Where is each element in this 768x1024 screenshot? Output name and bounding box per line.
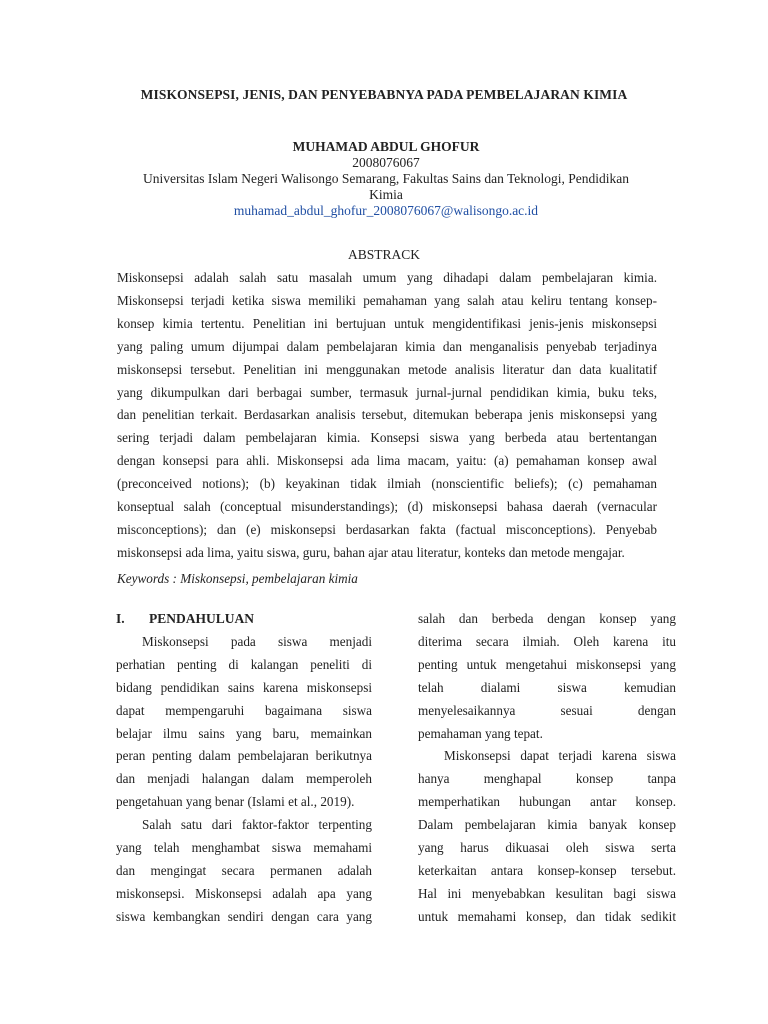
body-line: Hal ini menyebabkan kesulitan bagi siswa (418, 885, 676, 901)
body-line: telah dialami siswa kemudian (418, 679, 676, 695)
abstract-title: ABSTRACK (347, 247, 420, 262)
abstract-line: miskonsepsi tersebut. Penelitian ini menggunakan metode analisis literatur dan data kualitatif (117, 361, 657, 377)
abstract-line: konseptual salah (conceptual misunderstandings); (d) miskonsepsi bahasa daerah (vernacular (117, 499, 657, 515)
author-email[interactable]: muhamad_abdul_ghofur_2008076067@walisongo.ac.id (233, 203, 539, 218)
abstract-line: Miskonsepsi terjadi ketika siswa memiliki pemahaman yang salah atau keliru tentang konsep- (117, 292, 657, 308)
body-line: Salah satu dari faktor-faktor terpenting (142, 817, 372, 833)
paper-title: MISKONSEPSI, JENIS, DAN PENYEBABNYA PADA PEMBELAJARAN KIMIA (140, 87, 628, 102)
abstract-line: dengan konsepsi para ahli. Miskonsepsi ada lima macam, yaitu: (a) pemahaman konsep awal (117, 453, 657, 469)
body-line: dan menjadi halangan dalam memperoleh (116, 771, 372, 787)
body-line: salah dan berbeda dengan konsep yang (418, 611, 676, 626)
body-line: pemahaman yang tepat. (418, 725, 543, 741)
section-heading (116, 608, 372, 631)
abstract-line: miskonsepsi ada lima, yaitu siswa, guru, bahan ajar atau literatur, konteks dan metode mengajar. (117, 544, 625, 560)
abstract-line: Miskonsepsi adalah salah satu masalah umum yang dihadapi dalam pembelajaran kimia. (117, 270, 657, 285)
body-line: miskonsepsi. Miskonsepsi adalah apa yang (116, 885, 372, 901)
body-line: hanya menghapal konsep tanpa (418, 771, 676, 787)
abstract-line: (preconceived notions); (b) keyakinan tidak ilmiah (nonscientific beliefs); (c) pemahaman (117, 476, 657, 492)
body-line: Miskonsepsi dapat terjadi karena siswa (444, 748, 676, 764)
body-line: siswa kembangkan sendiri dengan cara yang (116, 908, 372, 924)
body-line: bidang pendidikan sains karena miskonsepsi (116, 679, 372, 695)
author-affiliation-line2: Kimia (369, 187, 403, 202)
body-line: penting untuk mengetahui miskonsepsi yang (418, 656, 676, 672)
body-line: Dalam pembelajaran kimia banyak konsep (418, 817, 676, 833)
section-number: I. (116, 611, 125, 626)
keywords: Keywords : Miskonsepsi, pembelajaran kimia (117, 571, 358, 586)
body-line: keterkaitan antara konsep-konsep tersebut. (418, 862, 676, 878)
abstract-line: konsep kimia tertentu. Penelitian ini bertujuan untuk mengidentifikasi jenis-jenis miskonsepsi (117, 315, 657, 331)
right-column (418, 608, 676, 929)
abstract-line: dan penelitian terkait. Berdasarkan analisis tersebut, ditemukan beberapa jenis miskonsepsi yang (117, 407, 657, 423)
body-line: belajar ilmu sains yang baru, memainkan (116, 725, 372, 741)
left-column (116, 608, 372, 929)
author-name: MUHAMAD ABDUL GHOFUR (292, 139, 480, 154)
abstract-line: sering terjadi dalam pembelajaran kimia. Konsepsi siswa yang berbeda atau bertentangan (117, 430, 657, 446)
body-line: menyelesaikannya sesuai dengan (418, 702, 676, 718)
body-line: Miskonsepsi pada siswa menjadi (142, 633, 372, 649)
body-line: yang telah menghambat siswa memahami (116, 840, 372, 856)
abstract-body (117, 267, 657, 565)
body-line: untuk memahami konsep, dan tidak sedikit (418, 908, 676, 924)
body-line: pengetahuan yang benar (Islami et al., 2019). (116, 794, 355, 810)
abstract-line: yang dikumpulkan dari berbagai sumber, termasuk jurnal-jurnal pendidikan kimia, buku teks, (117, 384, 657, 400)
body-line: dan mengingat secara permanen adalah (116, 862, 372, 878)
author-id: 2008076067 (352, 155, 420, 170)
abstract-line: misconceptions); dan (e) miskonsepsi berdasarkan fakta (factual misconceptions). Penyebab (117, 521, 657, 537)
body-line: peran penting dalam pembelajaran berikutnya (116, 748, 372, 764)
author-affiliation-line1: Universitas Islam Negeri Walisongo Semarang, Fakultas Sains dan Teknologi, Pendidikan (142, 171, 630, 186)
author-block (110, 139, 662, 219)
abstract-line: yang paling umum dijumpai dalam pembelajaran kimia dan menganalisis penyebab terjadinya (117, 338, 657, 354)
section-title: PENDAHULUAN (149, 611, 255, 626)
body-line: dapat mempengaruhi bagaimana siswa (116, 702, 372, 718)
body-line: perhatian penting di kalangan peneliti di (116, 656, 372, 672)
body-line: diterima secara ilmiah. Oleh karena itu (418, 633, 676, 649)
body-line: yang harus dikuasai oleh siswa serta (418, 840, 676, 856)
body-line: memperhatikan hubungan antar konsep. (418, 794, 676, 810)
